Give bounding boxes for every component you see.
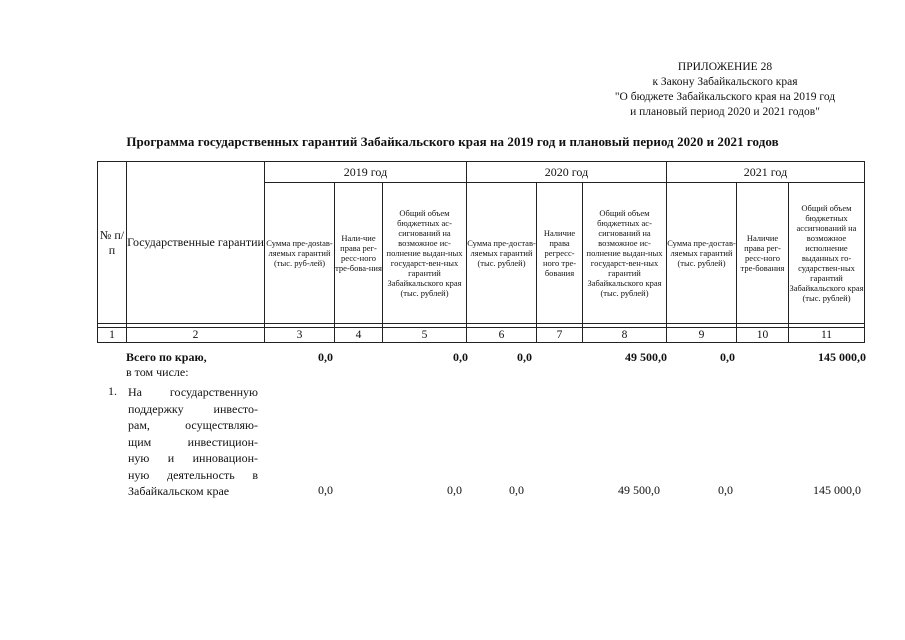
header-2020-total: Общий объем бюджетных ас-сигнований на возможное ис-полнение выдан-ных государст-вен-ных гарантий Забайкальского края (тыс. рублей) bbox=[583, 183, 667, 324]
item-1-2020-sum: 0,0 bbox=[509, 483, 524, 497]
header-guarantees: Государственные гарантии bbox=[127, 162, 265, 324]
column-number-3: 3 bbox=[265, 328, 335, 343]
header-2019-total: Общий объем бюджетных ас-сигнований на возможное ис-полнение выдан-ных государст-вен-ных гарантий Забайкальского края (тыс. рублей) bbox=[383, 183, 467, 324]
item-1-line-1: На государственную bbox=[128, 385, 258, 399]
item-1-2019-total: 0,0 bbox=[447, 483, 462, 497]
annex-line-4: и плановый период 2020 и 2021 годов" bbox=[630, 106, 820, 118]
item-1-number: 1. bbox=[108, 384, 117, 398]
header-year-2019: 2019 год bbox=[265, 162, 467, 183]
column-number-5: 5 bbox=[383, 328, 467, 343]
header-2020-regress: Наличие права регресс-ного тре-бования bbox=[537, 183, 583, 324]
item-1-2021-total: 145 000,0 bbox=[813, 483, 861, 497]
header-year-2021: 2021 год bbox=[667, 162, 865, 183]
item-1-description bbox=[128, 384, 258, 500]
header-2019-sum: Сумма пре-дostав-ляемых гарантий (тыс. руб-лей) bbox=[265, 183, 335, 324]
annex-line-2: к Закону Забайкальского края bbox=[652, 76, 798, 88]
column-number-2: 2 bbox=[127, 328, 265, 343]
annex-header bbox=[590, 60, 860, 120]
column-number-8: 8 bbox=[583, 328, 667, 343]
item-1-line-4: щим инвестицион- bbox=[128, 434, 258, 449]
column-number-7: 7 bbox=[537, 328, 583, 343]
totals-2021-total: 145 000,0 bbox=[818, 350, 866, 364]
item-1-line-2: поддержку инвесто- bbox=[128, 401, 258, 416]
column-number-1: 1 bbox=[98, 328, 127, 343]
header-2021-total: Общий объем бюджетных ассигнований на возможное исполнение выданных го-сударствен-ных гарантий Забайкальского края (тыс. рублей) bbox=[789, 183, 865, 324]
annex-line-3: "О бюджете Забайкальского края на 2019 год bbox=[614, 91, 836, 103]
header-2019-regress: Нали-чие права рег-ресс-ного тре-бова-ния bbox=[335, 183, 383, 324]
header-2021-regress: Наличие права рег-ресс-ного тре-бования bbox=[737, 183, 789, 324]
totals-2019-sum: 0,0 bbox=[318, 350, 333, 364]
totals-2020-total: 49 500,0 bbox=[625, 350, 667, 364]
item-1-line-5: ную и инновацион- bbox=[128, 451, 258, 465]
header-2020-sum: Сумма пре-достав-ляемых гарантий (тыс. рублей) bbox=[467, 183, 537, 324]
header-number: № п/п bbox=[98, 162, 127, 324]
guarantees-table bbox=[97, 161, 865, 343]
item-1-line-3: рам, осуществляю- bbox=[128, 418, 258, 432]
totals-sublabel: в том числе: bbox=[126, 365, 189, 379]
header-2021-sum: Сумма пре-достав-ляемых гарантий (тыс. рублей) bbox=[667, 183, 737, 324]
item-1-2021-sum: 0,0 bbox=[718, 483, 733, 497]
column-number-9: 9 bbox=[667, 328, 737, 343]
column-number-10: 10 bbox=[737, 328, 789, 343]
totals-2019-total: 0,0 bbox=[453, 350, 468, 364]
column-number-6: 6 bbox=[467, 328, 537, 343]
item-1-line-7: Забайкальском крае bbox=[128, 484, 230, 498]
item-1-2020-total: 49 500,0 bbox=[618, 483, 660, 497]
item-1-line-6: ную деятельность в bbox=[128, 467, 258, 482]
annex-line-1: ПРИЛОЖЕНИЕ 28 bbox=[677, 61, 773, 73]
header-year-2020: 2020 год bbox=[467, 162, 667, 183]
column-number-11: 11 bbox=[789, 328, 865, 343]
totals-2020-sum: 0,0 bbox=[517, 350, 532, 364]
document-title: Программа государственных гарантий Забайкальского края на 2019 год и плановый период 2020 и 2021 годов bbox=[126, 134, 779, 149]
item-1-2019-sum: 0,0 bbox=[318, 483, 333, 497]
totals-2021-sum: 0,0 bbox=[720, 350, 735, 364]
column-number-4: 4 bbox=[335, 328, 383, 343]
totals-label: Всего по краю, bbox=[126, 350, 207, 364]
